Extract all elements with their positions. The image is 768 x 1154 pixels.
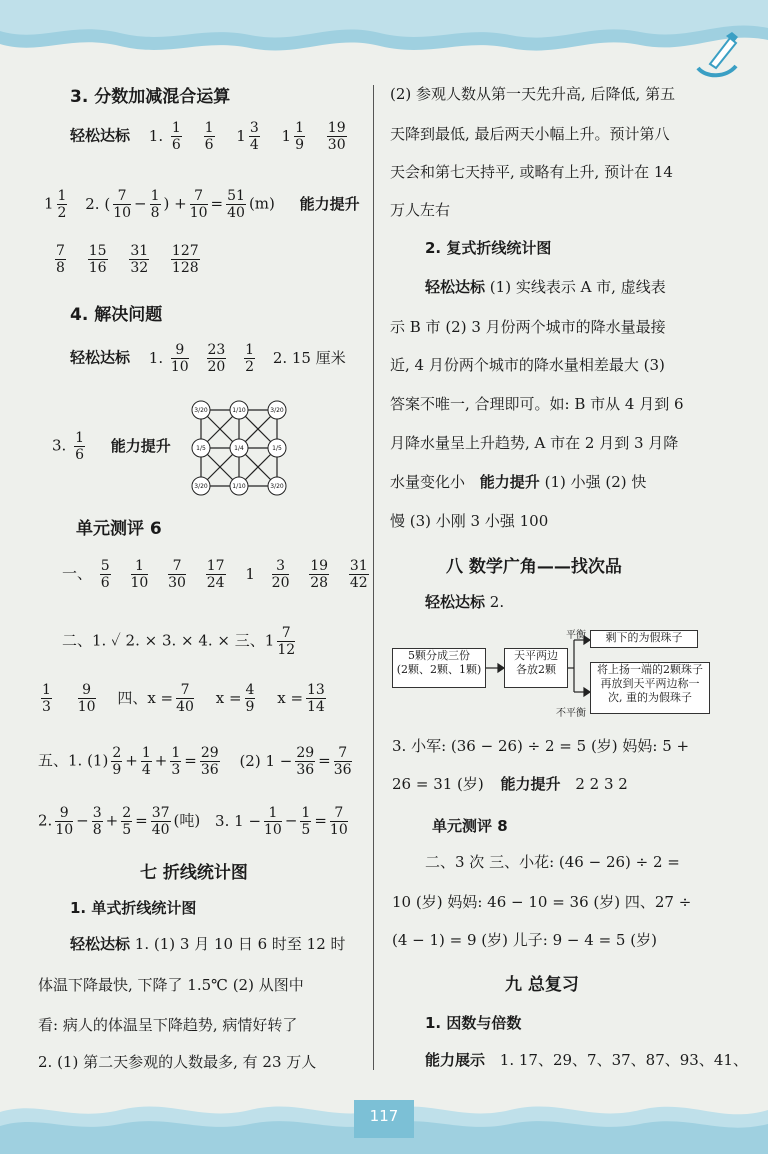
fraction: $\frac{1}{4}$ bbox=[141, 745, 151, 778]
fraction: $\frac{9}{10}$ bbox=[55, 805, 74, 838]
fraction: $\frac{7}{36}$ bbox=[333, 745, 352, 778]
grid-cell: 1/10 bbox=[232, 483, 246, 490]
flow-box-weigh: 天平两边 各放2颗 bbox=[504, 648, 568, 688]
answer-line: 2. $\frac{9}{10}$ − $\frac{3}{8}$ + $\frac{2}{5}$ = $\frac{37}{40}$ (吨) 3. 1 − $\frac{1}{10}$ − $\frac{1}{5}$ = $\frac{7}{10}$ bbox=[38, 805, 348, 838]
unit: (m) bbox=[248, 194, 275, 213]
answer-line bbox=[62, 625, 298, 658]
unit-test-title: 单元测评 8 bbox=[432, 817, 508, 835]
fraction: $\frac{1}{10}$ bbox=[130, 558, 149, 591]
answer-line bbox=[38, 682, 329, 715]
value: 1 bbox=[245, 564, 255, 583]
answer-line: 月降水量呈上升趋势, A 市在 2 月到 3 月降 bbox=[390, 434, 679, 452]
answer-line: 10 (岁) 妈妈: 46 − 10 = 36 (岁) 四、27 ÷ bbox=[392, 893, 692, 911]
fraction: $\frac{7}{12}$ bbox=[277, 625, 296, 658]
grid-cell: 1/4 bbox=[234, 445, 244, 452]
fraction: $\frac{3}{8}$ bbox=[92, 805, 102, 838]
unit: (吨) bbox=[173, 811, 201, 830]
answer-line: (4 − 1) = 9 (岁) 儿子: 9 − 4 = 5 (岁) bbox=[392, 931, 657, 949]
mixed-whole: 1 bbox=[236, 126, 246, 145]
fraction: $\frac{1}{6}$ bbox=[75, 430, 85, 463]
answer-text: 2. 15 厘米 bbox=[272, 348, 346, 367]
chapter-title: 八 数学广角——找次品 bbox=[446, 557, 622, 577]
answer-line: 示 B 市 (2) 3 月份两个城市的降水量最接 bbox=[390, 318, 666, 336]
item-number: 1. bbox=[148, 348, 164, 367]
page-number: 117 bbox=[354, 1100, 414, 1138]
answer-line: 3. 小军: (36 − 26) ÷ 2 = 5 (岁) 妈妈: 5 + bbox=[392, 737, 690, 755]
fraction: $\frac{1}{8}$ bbox=[150, 188, 160, 221]
answer-line bbox=[425, 1050, 748, 1070]
fraction: $\frac{5}{6}$ bbox=[100, 558, 110, 591]
item-number: 2. bbox=[38, 811, 53, 830]
item-number: 一、 bbox=[62, 564, 93, 583]
fraction: $\frac{1}{2}$ bbox=[57, 188, 67, 221]
fraction: $\frac{127}{128}$ bbox=[171, 243, 199, 276]
answer-text: (2) 1 − bbox=[239, 751, 293, 770]
fraction: $\frac{7}{40}$ bbox=[176, 682, 194, 715]
section-title: 1. 因数与倍数 bbox=[425, 1014, 522, 1032]
fraction: $\frac{7}{8}$ bbox=[56, 243, 65, 276]
answer-text: x = bbox=[277, 688, 304, 707]
fraction: $\frac{1}{3}$ bbox=[171, 745, 181, 778]
grid-cell: 1/5 bbox=[196, 445, 206, 452]
fraction: $\frac{1}{10}$ bbox=[264, 805, 282, 838]
answer-line: 看: 病人的体温呈下降趋势, 病情好转了 bbox=[38, 1016, 298, 1034]
fraction: $\frac{7}{10}$ bbox=[189, 188, 208, 221]
answer-line bbox=[425, 277, 666, 297]
fraction: $\frac{1}{2}$ bbox=[245, 342, 255, 375]
label: 能力提升 bbox=[110, 436, 171, 455]
label: 能力提升 bbox=[479, 473, 540, 491]
answer-text: 二、1. ✓ 2. × 3. × 4. × 三、1 bbox=[62, 631, 275, 650]
item-number: 3. bbox=[52, 436, 67, 455]
item-number: 五、1. (1) bbox=[38, 751, 109, 770]
fraction: $\frac{7}{30}$ bbox=[168, 558, 186, 591]
answer-line: 万人左右 bbox=[390, 201, 451, 219]
expr: ) + bbox=[163, 194, 187, 213]
grid-cell: 3/20 bbox=[270, 483, 284, 490]
fraction: $\frac{1}{3}$ bbox=[42, 682, 51, 715]
section-title: 3. 分数加减混合运算 bbox=[70, 87, 231, 107]
fraction: $\frac{29}{36}$ bbox=[296, 745, 315, 778]
fraction: $\frac{2}{9}$ bbox=[112, 745, 122, 778]
section-title: 1. 单式折线统计图 bbox=[70, 899, 197, 917]
grid-cell: 3/20 bbox=[270, 407, 284, 414]
answer-text: x = bbox=[215, 688, 242, 707]
fraction: $\frac{7}{10}$ bbox=[329, 805, 348, 838]
mixed-whole: 1 bbox=[281, 126, 292, 145]
fraction: $\frac{7}{10}$ bbox=[113, 188, 132, 221]
fraction: $\frac{3}{4}$ bbox=[249, 120, 259, 153]
label: 能力展示 bbox=[425, 1051, 486, 1069]
expr: 2. ( bbox=[85, 194, 111, 213]
fraction: $\frac{17}{24}$ bbox=[206, 558, 225, 591]
label: 轻松达标 bbox=[70, 935, 131, 953]
section-title: 2. 复式折线统计图 bbox=[425, 239, 552, 257]
label: 轻松达标 bbox=[70, 348, 131, 367]
fraction: $\frac{1}{6}$ bbox=[204, 120, 214, 153]
answer-line bbox=[52, 243, 203, 276]
fraction: $\frac{1}{5}$ bbox=[301, 805, 311, 838]
label: 轻松达标 bbox=[425, 593, 486, 611]
answer-text: (1) 小强 (2) 快 bbox=[544, 473, 647, 491]
item-number: 1. bbox=[148, 126, 164, 145]
answer-line bbox=[52, 430, 171, 463]
chapter-title: 七 折线统计图 bbox=[140, 863, 248, 883]
answer-text: 3. 1 − bbox=[215, 811, 262, 830]
unit-test-title: 单元测评 6 bbox=[76, 519, 162, 539]
op: = bbox=[210, 194, 224, 213]
answer-line: 慢 (3) 小刚 3 小强 100 bbox=[390, 512, 549, 530]
answer-line: 2. (1) 第二天参观的人数最多, 有 23 万人 bbox=[38, 1053, 317, 1071]
balanced-label: 平衡 bbox=[566, 630, 586, 641]
fraction: $\frac{4}{9}$ bbox=[245, 682, 255, 715]
op: − bbox=[134, 194, 147, 213]
answer-line: 体温下降最快, 下降了 1.5℃ (2) 从图中 bbox=[38, 976, 304, 994]
answer-line bbox=[390, 472, 646, 492]
fraction: $\frac{1}{9}$ bbox=[295, 120, 305, 153]
flow-box-result-balanced: 剩下的为假珠子 bbox=[590, 630, 698, 648]
answer-line: 近, 4 月份两个城市的降水量相差最大 (3) bbox=[390, 356, 665, 374]
flow-box-split: 5颗分成三份 (2颗、2颗、1颗) bbox=[392, 648, 486, 688]
number-grid-diagram bbox=[189, 398, 289, 498]
answer-line bbox=[392, 774, 628, 794]
answer-text: 2 2 3 2 bbox=[575, 775, 628, 793]
answer-line: (2) 参观人数从第一天先升高, 后降低, 第五 bbox=[390, 85, 676, 103]
fraction: $\frac{15}{16}$ bbox=[88, 243, 107, 276]
fraction: $\frac{9}{10}$ bbox=[170, 342, 189, 375]
answer-line bbox=[425, 592, 504, 612]
answer-text: 26 = 31 (岁) bbox=[392, 775, 484, 793]
unbalanced-label: 不平衡 bbox=[556, 708, 586, 719]
item-number: 2. bbox=[489, 593, 505, 611]
answer-line: 五、1. (1) $\frac{2}{9}$ + $\frac{1}{4}$ + $\frac{1}{3}$ = $\frac{29}{36}$ (2) 1 − $\frac{29}{36}$ = $\frac{7}{36}$ bbox=[38, 745, 352, 778]
answer-line: 天会和第七天持平, 或略有上升, 预计在 14 bbox=[390, 163, 673, 181]
column-divider bbox=[373, 85, 374, 1070]
grid-cell: 1/5 bbox=[272, 445, 282, 452]
fraction: $\frac{13}{14}$ bbox=[307, 682, 325, 715]
grid-cell: 3/20 bbox=[194, 407, 208, 414]
label: 轻松达标 bbox=[425, 278, 486, 296]
fraction: $\frac{37}{40}$ bbox=[151, 805, 170, 838]
fraction: $\frac{2}{5}$ bbox=[122, 805, 132, 838]
answer-line bbox=[70, 120, 350, 153]
grid-cell: 1/10 bbox=[232, 407, 246, 414]
answer-line bbox=[70, 342, 346, 375]
label: 轻松达标 bbox=[70, 126, 131, 145]
pencil-logo-icon bbox=[690, 28, 744, 82]
answer-text: 水量变化小 bbox=[390, 473, 466, 491]
fraction: $\frac{29}{36}$ bbox=[200, 745, 219, 778]
section-title: 4. 解决问题 bbox=[70, 305, 163, 325]
answer-line bbox=[70, 934, 346, 954]
top-wave-decoration bbox=[0, 0, 768, 70]
answer-line bbox=[44, 188, 360, 221]
mixed-whole: 1 bbox=[44, 194, 54, 213]
answer-line: 天降到最低, 最后两天小幅上升。预计第八 bbox=[390, 125, 670, 143]
fraction: $\frac{31}{32}$ bbox=[130, 243, 149, 276]
fraction: $\frac{23}{20}$ bbox=[207, 342, 226, 375]
flowchart-diagram bbox=[390, 624, 730, 724]
answer-line bbox=[62, 558, 372, 591]
grid-cell: 3/20 bbox=[194, 483, 208, 490]
label: 能力提升 bbox=[500, 775, 561, 793]
fraction: $\frac{1}{6}$ bbox=[171, 120, 181, 153]
answer-text: 1. 17、29、7、37、87、93、41、 bbox=[499, 1051, 748, 1069]
flow-box-result-unbalanced: 将上扬一端的2颗珠子 再放到天平两边称一 次, 重的为假珠子 bbox=[590, 662, 710, 714]
fraction: $\frac{9}{10}$ bbox=[77, 682, 96, 715]
answer-line: 答案不唯一, 合理即可。如: B 市从 4 月到 6 bbox=[390, 395, 684, 413]
answer-line: 二、3 次 三、小花: (46 − 26) ÷ 2 = bbox=[425, 853, 680, 871]
chapter-title: 九 总复习 bbox=[505, 975, 579, 995]
answer-text: 四、x = bbox=[117, 688, 174, 707]
fraction: $\frac{31}{42}$ bbox=[349, 558, 368, 591]
fraction: $\frac{19}{30}$ bbox=[327, 120, 346, 153]
answer-text: 1. (1) 3 月 10 日 6 时至 12 时 bbox=[134, 935, 346, 953]
answer-text: (1) 实线表示 A 市, 虚线表 bbox=[489, 278, 666, 296]
fraction: $\frac{19}{28}$ bbox=[310, 558, 329, 591]
fraction: $\frac{3}{20}$ bbox=[271, 558, 290, 591]
fraction: $\frac{51}{40}$ bbox=[227, 188, 245, 221]
label: 能力提升 bbox=[299, 194, 360, 213]
